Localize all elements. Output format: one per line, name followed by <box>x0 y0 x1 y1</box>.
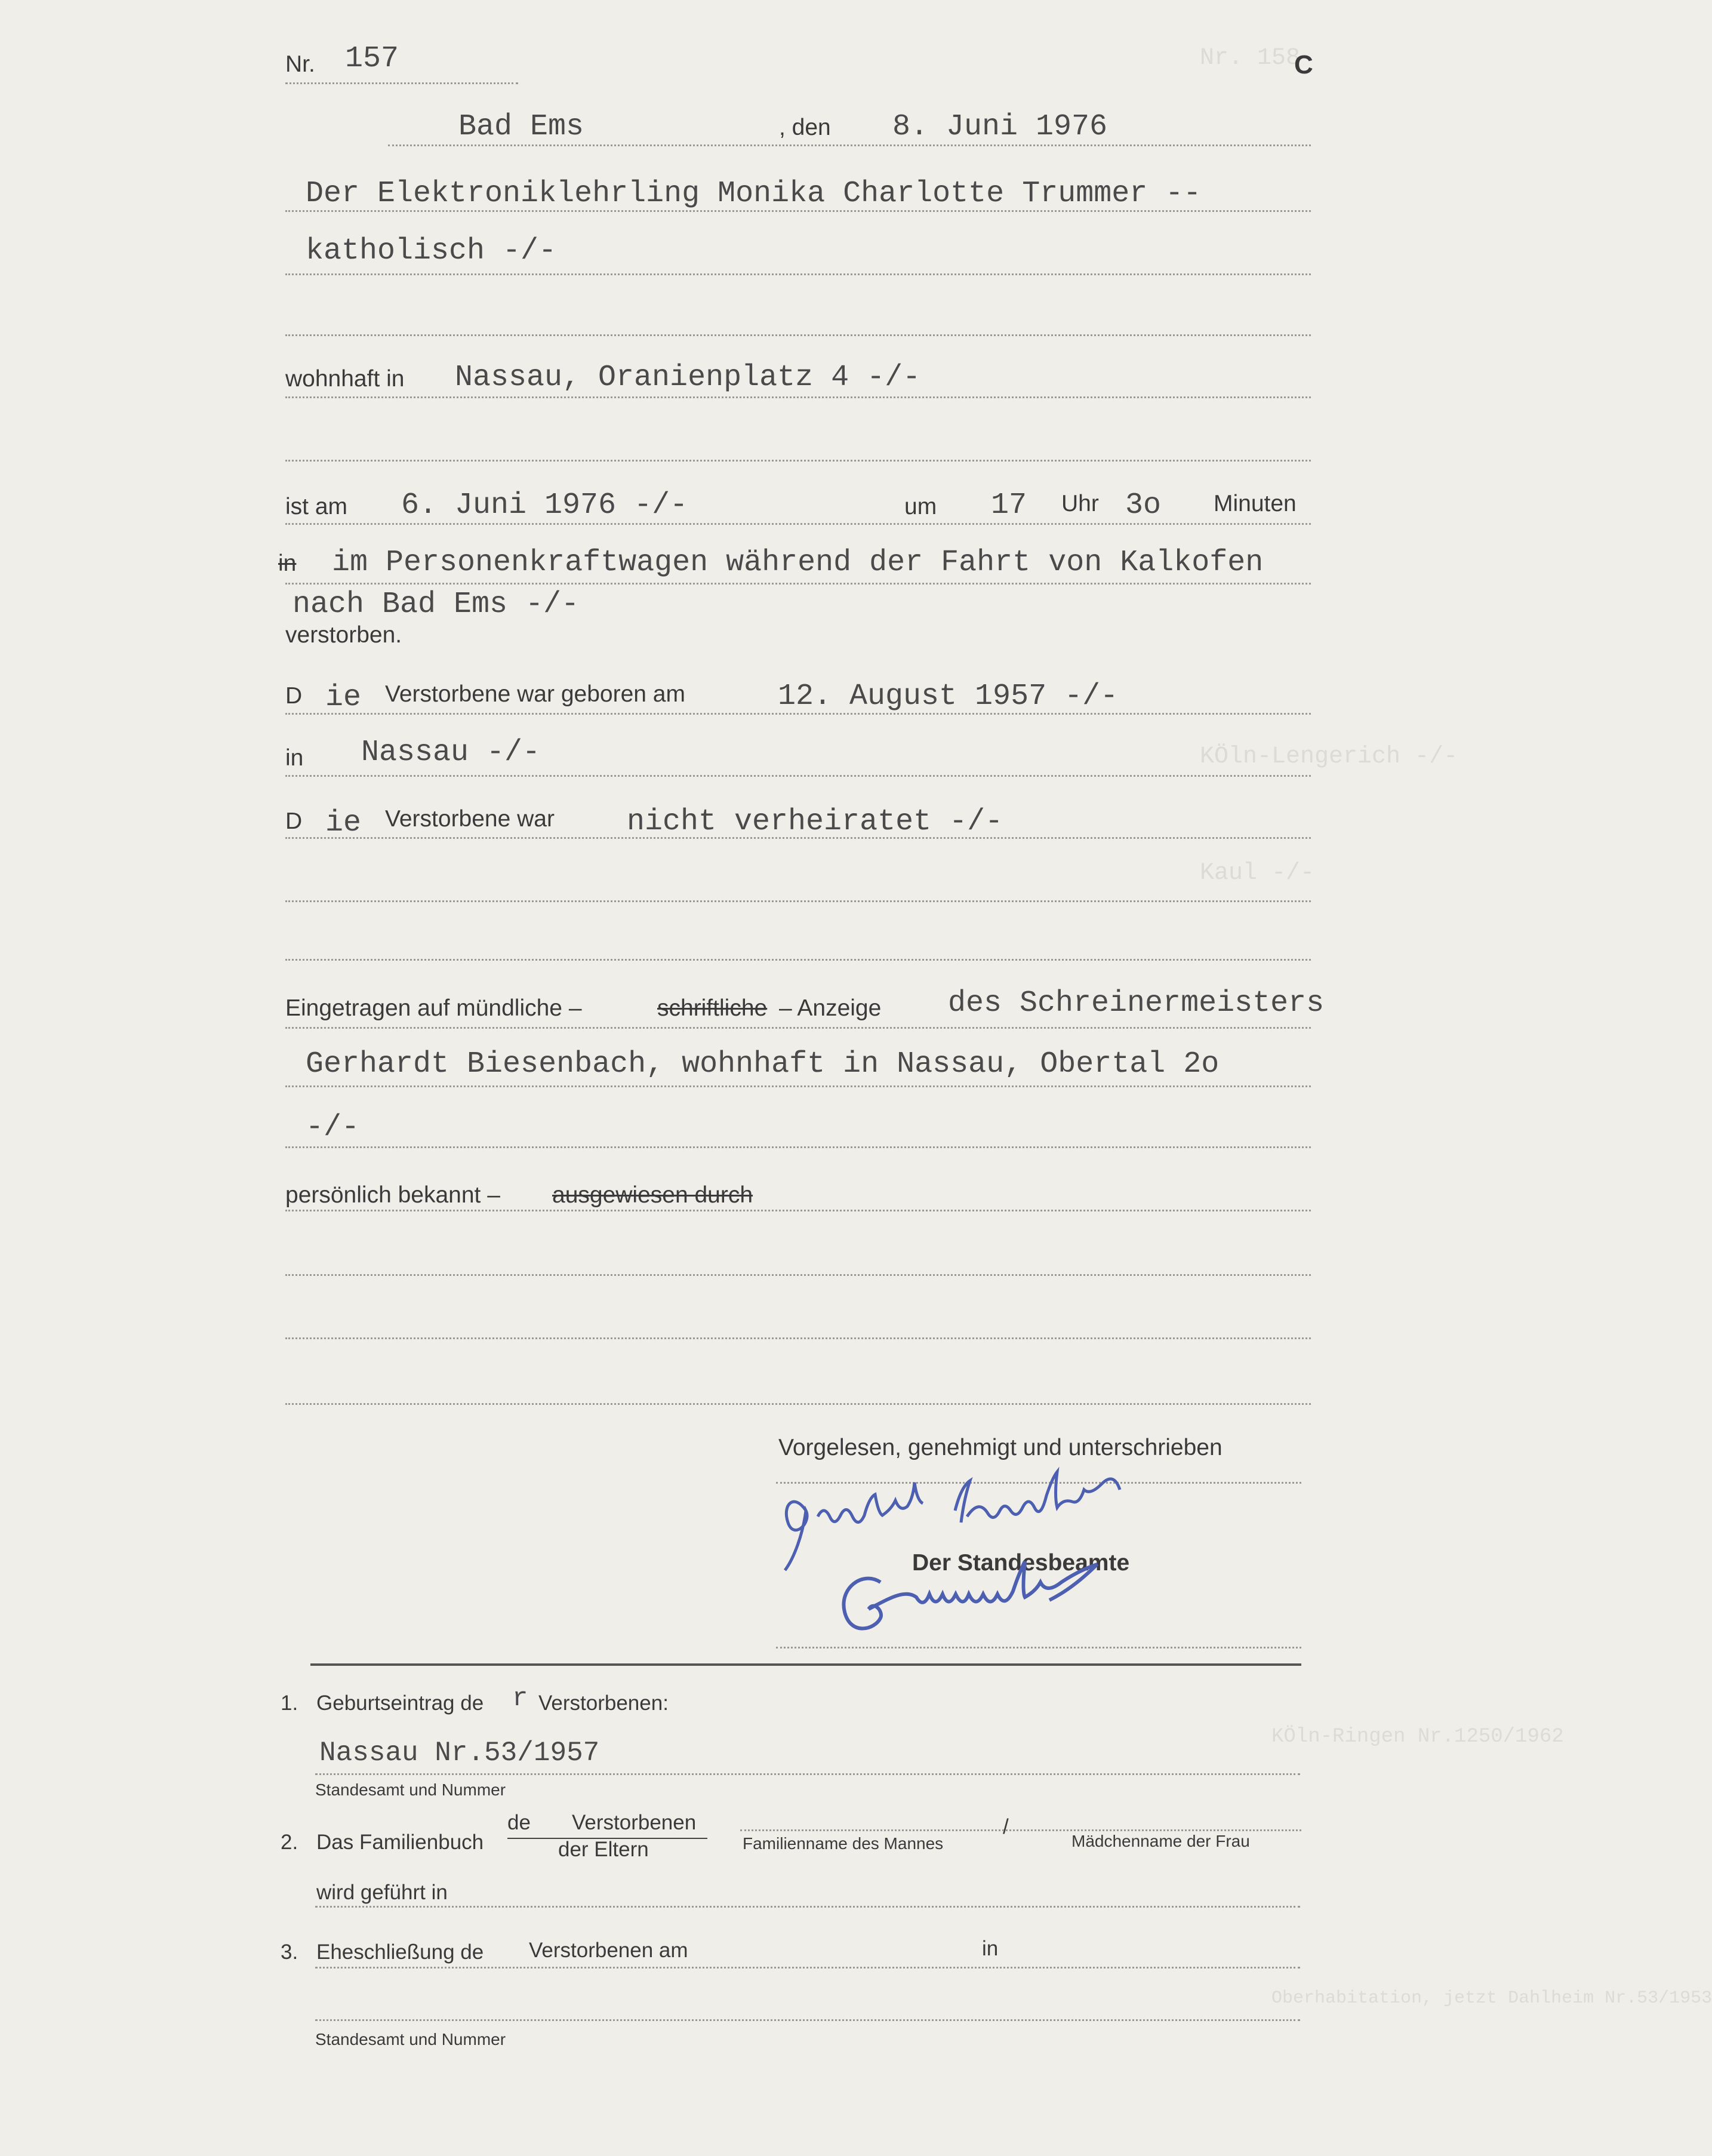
entry-number: 157 <box>345 42 399 76</box>
deceased-line-1-rule <box>285 210 1311 212</box>
death-place-line-2: nach Bad Ems -/- <box>292 588 580 622</box>
uhr-label: Uhr <box>1061 491 1099 516</box>
blank-line <box>285 334 1311 336</box>
known-struck: ausgewiesen durch <box>552 1182 753 1208</box>
deceased-line-1: Der Elektroniklehrling Monika Charlotte Trummer -- <box>306 177 1202 211</box>
informant-rule-2 <box>285 1085 1311 1087</box>
place: Bad Ems <box>458 110 584 144</box>
note-1-sub: Standesamt und Nummer <box>315 1780 506 1799</box>
note-2-gefuehrt: wird geführt in <box>316 1881 448 1904</box>
nr-label: Nr. <box>285 51 315 77</box>
corner-letter: C <box>1294 50 1313 79</box>
note-2-label: Das Familienbuch <box>316 1831 484 1854</box>
bleed-through-text: KÖln-Ringen Nr.1250/1962 <box>1271 1726 1564 1748</box>
birth-label: Verstorbene war geboren am <box>385 681 685 707</box>
informant-line-1: des Schreinermeisters <box>948 986 1325 1020</box>
death-hour: 17 <box>991 488 1027 522</box>
report-label-2: – Anzeige <box>779 995 882 1021</box>
in-struck: in <box>278 550 297 576</box>
deceased-line-2: katholisch -/- <box>306 234 557 268</box>
note-3-number: 3. <box>281 1940 298 1964</box>
blank-line <box>285 1274 1311 1276</box>
note-3-rule <box>315 1967 1300 1969</box>
den-label: , den <box>779 115 831 140</box>
birth-d-label: D <box>285 683 303 709</box>
report-struck: schriftliche <box>657 995 768 1021</box>
note-1-value: Nassau Nr.53/1957 <box>319 1737 600 1769</box>
marital-status: nicht verheiratet -/- <box>627 805 1003 839</box>
footnote-divider <box>310 1663 1301 1666</box>
birth-date-rule <box>285 713 1311 715</box>
informant-line-2: Gerhardt Biesenbach, wohnhaft in Nassau, Obertal 2o <box>306 1047 1220 1081</box>
address-rule <box>285 396 1311 398</box>
signature-statement: Vorgelesen, genehmigt und unterschrieben <box>778 1435 1223 1460</box>
note-3-verstorbenen-am: Verstorbenen am <box>529 1939 688 1962</box>
bleed-through-text: Kaul -/- <box>1200 860 1315 887</box>
note-1-label-end: Verstorbenen: <box>538 1691 669 1715</box>
note-2-slash: / <box>1003 1815 1009 1838</box>
wohnhaft-label: wohnhaft in <box>285 366 405 392</box>
note-2-husband: Familienname des Mannes <box>743 1834 944 1853</box>
blank-line <box>285 460 1311 462</box>
date-line <box>388 144 1311 146</box>
note-2-de: de <box>507 1811 531 1834</box>
marital-d-label: D <box>285 808 303 834</box>
note-2-rule <box>740 1829 1301 1831</box>
birth-date: 12. August 1957 -/- <box>778 679 1119 713</box>
bleed-through-text: Nr. 158 <box>1200 45 1301 72</box>
registrar-label: Der Standesbeamte <box>912 1550 1130 1576</box>
informant-rule-3 <box>285 1146 1311 1148</box>
blank-line <box>285 1403 1311 1405</box>
note-3-sub: Standesamt und Nummer <box>315 2030 506 2049</box>
blank-line <box>285 900 1311 902</box>
blank-line <box>285 1337 1311 1339</box>
report-label-1: Eingetragen auf mündliche – <box>285 995 582 1021</box>
note-2-number: 2. <box>281 1831 298 1854</box>
entry-date: 8. Juni 1976 <box>892 110 1108 144</box>
known-label: persönlich bekannt – <box>285 1182 500 1208</box>
death-place-rule <box>285 583 1311 585</box>
nr-line <box>285 82 518 84</box>
birth-in-label: in <box>285 745 304 771</box>
marital-rule <box>285 837 1311 839</box>
note-3-rule-2 <box>315 2019 1300 2021</box>
note-2-verstorbenen: Verstorbenen <box>572 1811 697 1834</box>
report-rule <box>285 1027 1311 1029</box>
death-minute: 3o <box>1125 488 1162 522</box>
death-place-line-1: im Personenkraftwagen während der Fahrt von Kalkofen <box>332 546 1264 580</box>
death-date: 6. Juni 1976 -/- <box>401 488 688 522</box>
note-2-gefuehrt-rule <box>315 1906 1300 1908</box>
minuten-label: Minuten <box>1214 491 1297 516</box>
note-1-rule <box>315 1773 1300 1775</box>
note-1-typed: r <box>512 1684 528 1714</box>
um-label: um <box>904 494 937 519</box>
deceased-line-2-rule <box>285 273 1311 275</box>
marital-label: Verstorbene war <box>385 806 555 832</box>
bleed-through-text: KÖln-Lengerich -/- <box>1200 743 1458 770</box>
birth-ie-typed: ie <box>325 681 362 715</box>
known-rule <box>285 1210 1311 1211</box>
ist-am-label: ist am <box>285 494 348 519</box>
informant-line-3: -/- <box>306 1111 360 1145</box>
note-2-eltern: der Eltern <box>558 1838 649 1861</box>
marital-ie-typed: ie <box>325 806 362 840</box>
registrar-signature <box>827 1564 1215 1648</box>
birth-place: Nassau -/- <box>361 736 541 770</box>
registrar-signature-line <box>776 1647 1301 1648</box>
note-3-in: in <box>982 1937 999 1960</box>
verstorben-label: verstorben. <box>285 622 402 648</box>
note-1-number: 1. <box>281 1691 298 1715</box>
note-1-label: Geburtseintrag de <box>316 1691 484 1715</box>
birth-place-rule <box>285 775 1311 777</box>
deceased-address: Nassau, Oranienplatz 4 -/- <box>455 361 921 395</box>
bleed-through-text: Oberhabitation, jetzt Dahlheim Nr.53/1953 <box>1271 1988 1712 2009</box>
note-3-label: Eheschließung de <box>316 1940 484 1964</box>
note-2-wife: Mädchenname der Frau <box>1071 1832 1250 1850</box>
blank-line <box>285 959 1311 961</box>
death-date-rule <box>285 523 1311 525</box>
